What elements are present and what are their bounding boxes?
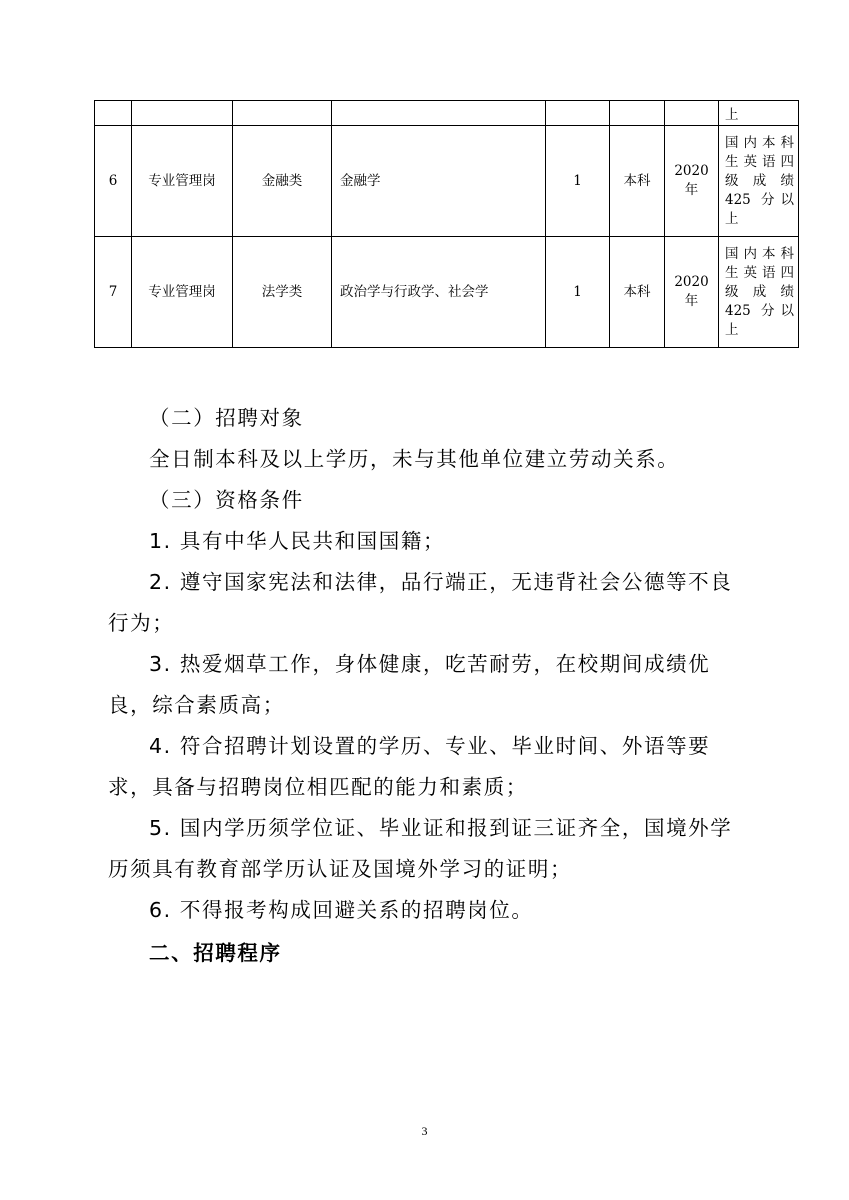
qualification-item: 6. 不得报考构成回避关系的招聘岗位。 xyxy=(149,898,534,922)
qualification-item: 4. 符合招聘计划设置的学历、专业、毕业时间、外语等要求，具备与招聘岗位相匹配的能力和素质； xyxy=(108,734,711,799)
category-cell: 法学类 xyxy=(233,237,332,348)
note-line: 国内本科 xyxy=(725,245,794,262)
position-cell: 专业管理岗 xyxy=(132,237,233,348)
row-number: 7 xyxy=(95,237,132,348)
table-row xyxy=(95,126,799,237)
note-line: 上 xyxy=(725,210,739,227)
note-line: 级 成 绩 xyxy=(725,283,794,300)
count-cell: 1 xyxy=(546,126,610,237)
note-line: 国内本科 xyxy=(725,134,794,151)
note-cell: 上 xyxy=(719,101,799,126)
note-line: 生英语四 xyxy=(725,153,794,170)
qualification-item: 2. 遵守国家宪法和法律，品行端正，无违背社会公德等不良行为； xyxy=(108,570,733,635)
degree-cell: 本科 xyxy=(610,126,665,237)
year-cell: 2020年 xyxy=(665,126,719,237)
degree-cell: 本科 xyxy=(610,237,665,348)
major-cell: 金融学 xyxy=(332,126,546,237)
section-heading-qualifications: （三）资格条件 xyxy=(149,488,304,512)
table-row xyxy=(95,237,799,348)
qualification-item: 3. 热爱烟草工作，身体健康，吃苦耐劳，在校期间成绩优良，综合素质高； xyxy=(108,652,711,717)
table-row-continuation xyxy=(95,101,799,126)
note-line: 级 成 绩 xyxy=(725,172,794,189)
chapter-heading: 二、招聘程序 xyxy=(149,941,282,965)
major-cell: 政治学与行政学、社会学 xyxy=(332,237,546,348)
year-cell: 2020年 xyxy=(665,237,719,348)
note-cell xyxy=(719,237,799,348)
note-line: 425 分以 xyxy=(725,191,794,208)
page-number: 3 xyxy=(421,1124,428,1138)
paragraph: 全日制本科及以上学历，未与其他单位建立劳动关系。 xyxy=(149,447,680,471)
position-cell: 专业管理岗 xyxy=(132,126,233,237)
category-cell: 金融类 xyxy=(233,126,332,237)
section-heading-target: （二）招聘对象 xyxy=(149,406,304,430)
qualification-item: 5. 国内学历须学位证、毕业证和报到证三证齐全，国境外学历须具有教育部学历认证及国境外学习的证明； xyxy=(108,816,733,881)
note-line: 生英语四 xyxy=(725,264,794,281)
note-line: 上 xyxy=(725,321,739,338)
qualification-item: 1. 具有中华人民共和国国籍； xyxy=(149,529,446,553)
note-line: 425 分以 xyxy=(725,302,794,319)
count-cell: 1 xyxy=(546,237,610,348)
recruitment-table xyxy=(94,100,799,348)
note-cell xyxy=(719,126,799,237)
document-body xyxy=(108,398,748,974)
row-number: 6 xyxy=(95,126,132,237)
